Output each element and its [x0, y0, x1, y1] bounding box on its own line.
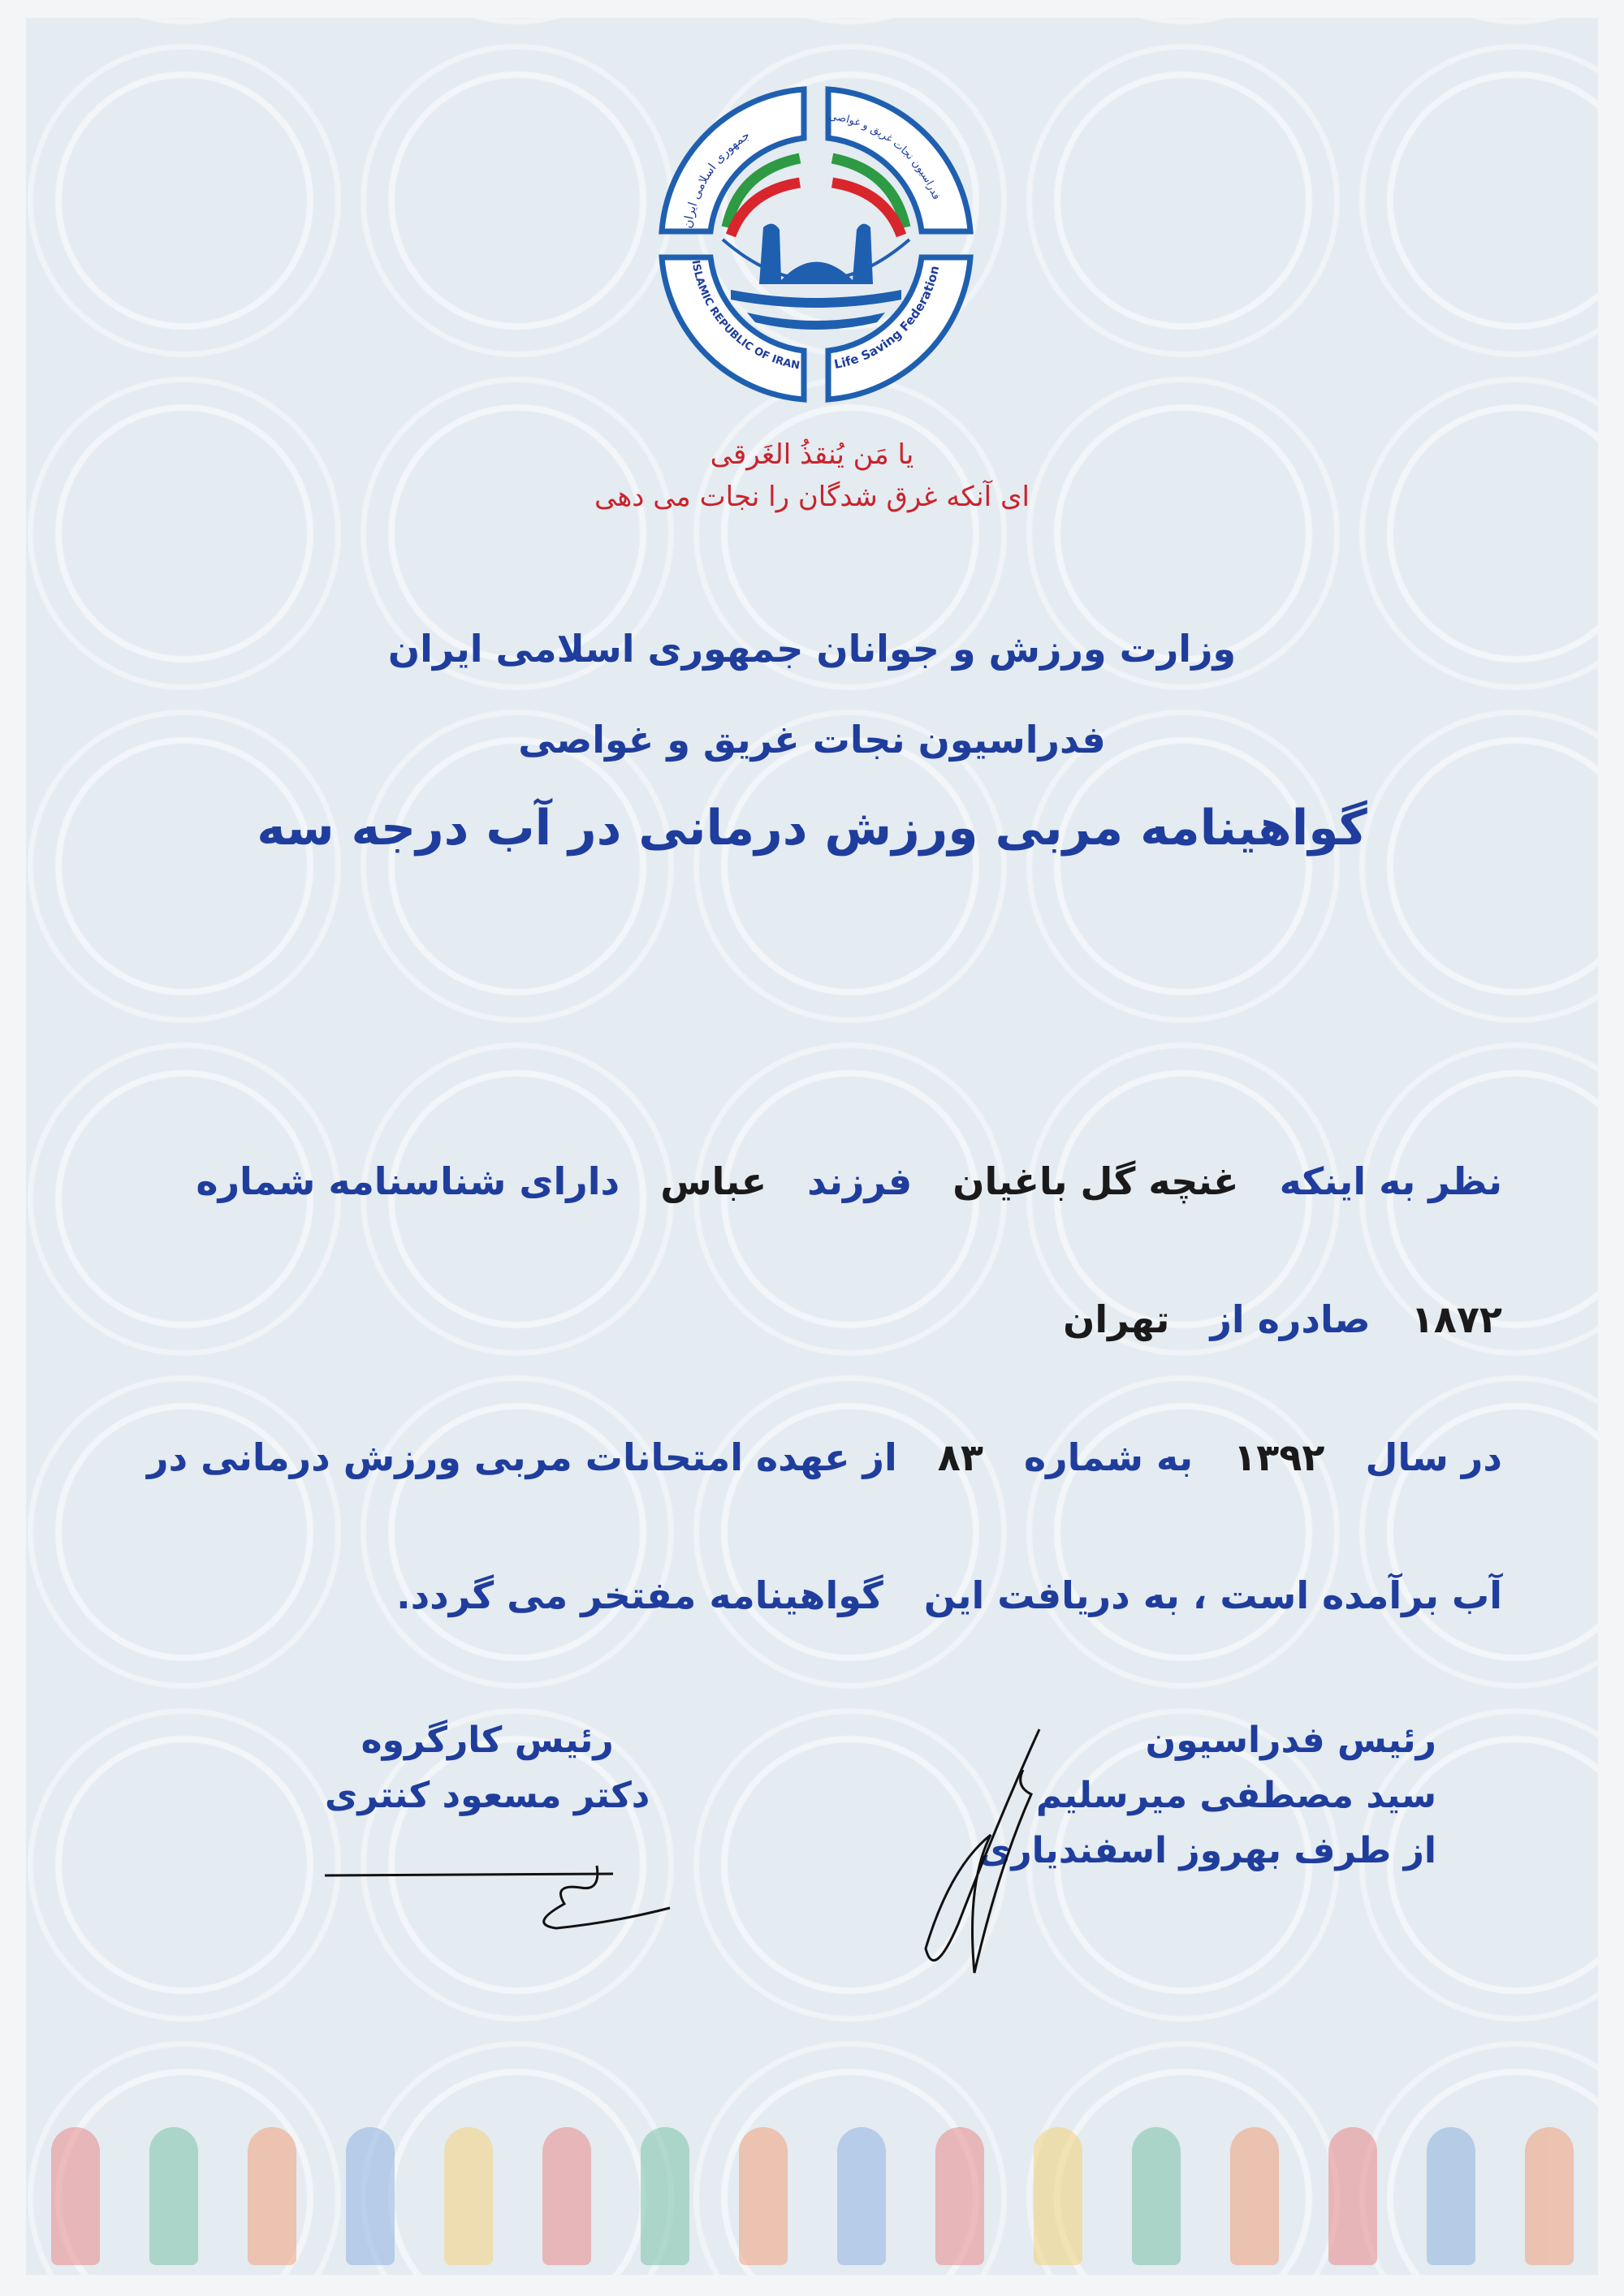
decorative-figures-band [26, 2087, 1598, 2265]
signer-role: رئیس فدراسیون [1145, 1720, 1437, 1761]
issue-place: تهران [1063, 1297, 1170, 1341]
body-text: نظر به اینکه [1279, 1159, 1502, 1203]
signature-block-left [325, 1713, 650, 1823]
ministry-heading: وزارت ورزش و جوانان جمهوری اسلامی ایران [387, 627, 1237, 671]
figure-decoration [346, 2127, 395, 2265]
body-text: در سال [1365, 1435, 1502, 1479]
figure-decoration [641, 2127, 689, 2265]
figure-decoration [1230, 2127, 1279, 2265]
body-text: از عهده امتحانات مربی ورزش درمانی در آب برآمده است ، به دریافت این [147, 1435, 1502, 1617]
signer-name: سید مصطفی میرسلیم [1035, 1775, 1437, 1816]
figure-decoration [837, 2127, 886, 2265]
certificate-body [122, 1112, 1502, 1664]
figure-decoration [935, 2127, 984, 2265]
figure-decoration [1034, 2127, 1082, 2265]
figure-decoration [1328, 2127, 1377, 2265]
figure-decoration [444, 2127, 493, 2265]
figure-decoration [542, 2127, 591, 2265]
body-text: گواهینامه مفتخر می گردد. [396, 1573, 883, 1617]
body-text: صادره از [1210, 1297, 1371, 1341]
holder-name: غنچه گل باغیان [952, 1159, 1239, 1203]
figure-decoration [1427, 2127, 1475, 2265]
logo-ring-text: ISLAMIC REPUBLIC OF IRAN [689, 259, 801, 373]
figure-decoration [1525, 2127, 1574, 2265]
handwritten-signature-right [901, 1721, 1080, 1989]
body-text: فرزند [807, 1159, 913, 1203]
certificate-title: گواهینامه مربی ورزش درمانی در آب درجه سه [257, 800, 1367, 857]
logo-ring-text: Life Saving Federation [832, 264, 943, 372]
signer-name: دکتر مسعود کنتری [325, 1775, 650, 1816]
motto-arabic: یا مَن یُنقذُ الغَرقی [710, 438, 914, 471]
father-name: عباس [660, 1159, 767, 1203]
federation-logo [646, 73, 987, 414]
certificate-number: ۸۳ [937, 1435, 983, 1479]
body-text: دارای شناسنامه شماره [196, 1159, 620, 1203]
logo-ring-text: جمهوری اسلامی ایران [680, 127, 753, 230]
year: ۱۳۹۲ [1233, 1435, 1325, 1479]
handwritten-signature-left [321, 1859, 678, 1957]
signer-role: رئیس کارگروه [361, 1720, 614, 1761]
id-number: ۱۸۷۲ [1410, 1297, 1502, 1341]
figure-decoration [51, 2127, 100, 2265]
figure-decoration [739, 2127, 788, 2265]
motto-persian: ای آنکه غرق شدگان را نجات می دهی [594, 481, 1030, 513]
federation-heading: فدراسیون نجات غریق و غواصی [518, 718, 1106, 762]
signer-proxy: از طرف بهروز اسفندیاری [978, 1830, 1437, 1871]
figure-decoration [149, 2127, 198, 2265]
body-text: به شماره [1023, 1435, 1194, 1479]
figure-decoration [248, 2127, 296, 2265]
logo-ring-text: فدراسیون نجات غریق و غواصی [827, 110, 943, 202]
figure-decoration [1132, 2127, 1181, 2265]
